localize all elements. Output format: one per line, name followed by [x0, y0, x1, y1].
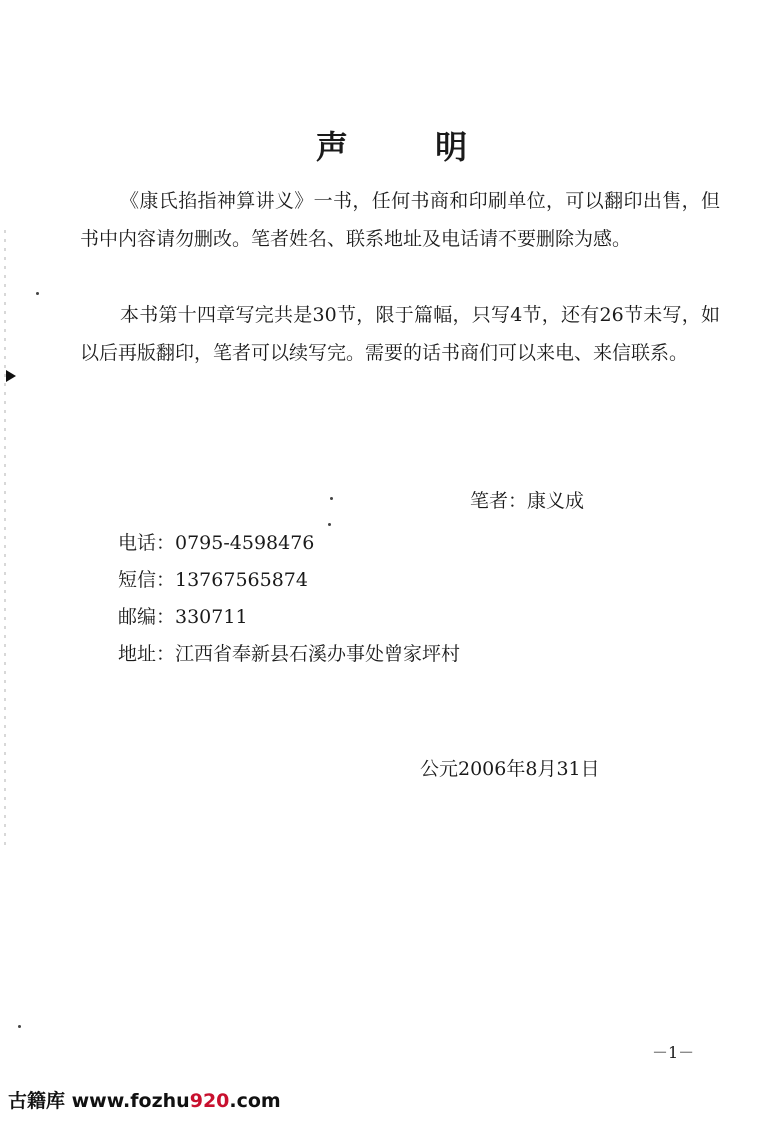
contact-phone: 电话：0795-4598476	[118, 532, 315, 554]
scan-speck	[330, 497, 333, 500]
scan-speck	[36, 292, 39, 295]
page-title: 声 明	[315, 128, 506, 166]
watermark-suffix: .com	[229, 1090, 281, 1112]
contact-sms: 短信：13767565874	[118, 569, 308, 591]
paragraph-reprint-permission: 《康氏掐指神算讲义》一书，任何书商和印刷单位，可以翻印出售，但书中内容请勿删改。笔者姓名、联系地址及电话请不要删除为感。	[80, 190, 720, 250]
watermark-prefix: 古籍库 www.fozhu	[8, 1090, 190, 1112]
scan-speck	[18, 1025, 21, 1028]
contact-address: 地址：江西省奉新县石溪办事处曾家坪村	[118, 643, 461, 665]
document-date: 公元2006年8月31日	[420, 758, 600, 780]
watermark-highlight: 920	[189, 1090, 230, 1112]
paragraph-chapter-note: 本书第十四章写完共是30节，限于篇幅，只写4节，还有26节未写，如以后再版翻印，笔者可以续写完。需要的话书商们可以来电、来信联系。	[80, 304, 720, 364]
scan-speck	[328, 523, 331, 526]
margin-marker	[6, 370, 16, 382]
site-watermark	[8, 1086, 281, 1113]
page-number: －1－	[652, 1043, 695, 1062]
contact-postcode: 邮编：330711	[118, 606, 248, 628]
author-line: 笔者：康义成	[470, 490, 585, 512]
scan-edge-mark	[4, 230, 6, 850]
